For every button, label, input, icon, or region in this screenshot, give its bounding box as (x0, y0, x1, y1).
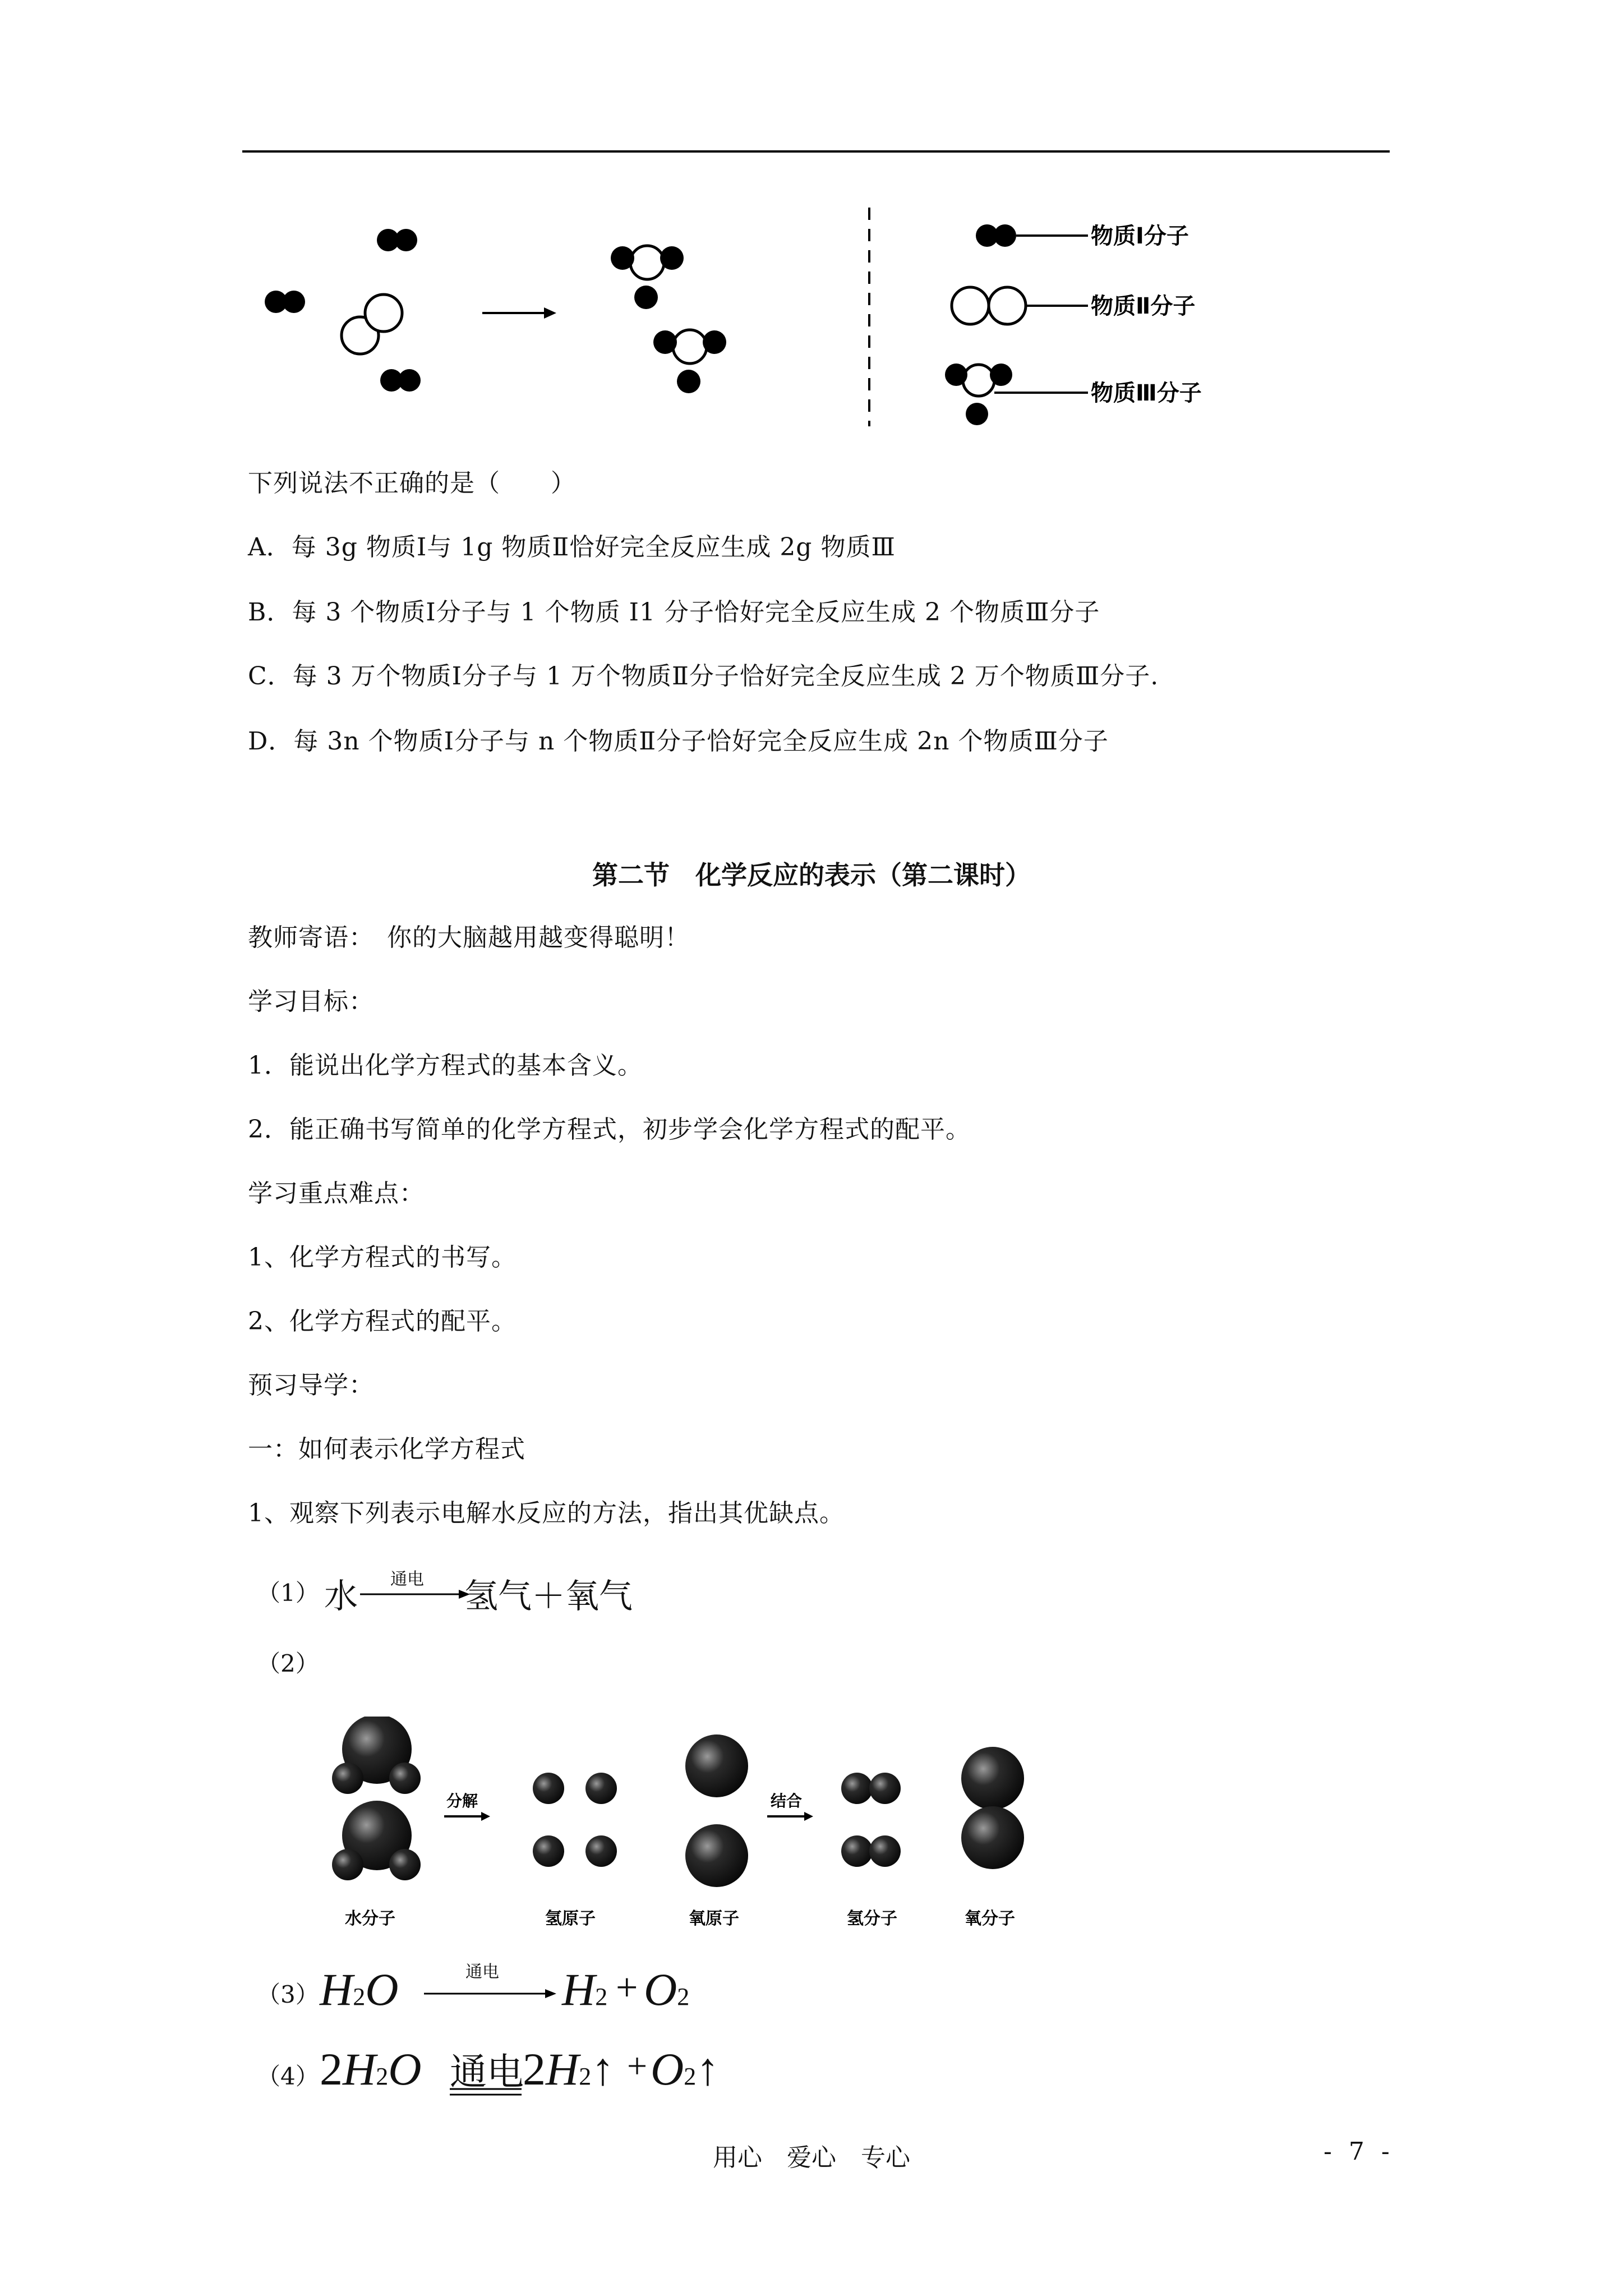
legend-label-2: 物质Ⅱ分子 (1091, 293, 1196, 319)
page-number: - 7 - (1324, 2137, 1394, 2166)
hydrogen-atoms (533, 1773, 617, 1867)
task-one: 1、观察下列表示电解水反应的方法，指出其优缺点。 (248, 1499, 845, 1527)
eq4-equals-lines (450, 2087, 528, 2098)
eq3-condition: 通电 (465, 1962, 499, 1982)
goal-1: 1．能说出化学方程式的基本含义。 (248, 1051, 643, 1080)
eq3-arrow (424, 1987, 559, 2000)
eq1-condition: 通电 (390, 1570, 424, 1589)
combine-label: 结合 (771, 1792, 803, 1810)
teacher-note: 教师寄语： 你的大脑越用越变得聪明！ (248, 923, 690, 952)
reaction-diagram (241, 202, 1273, 438)
reaction-arrow (482, 307, 556, 319)
caption-hydrogen-molecule: 氢分子 (847, 1909, 897, 1929)
header-rule (242, 150, 1390, 153)
hydrogen-molecules (841, 1773, 901, 1867)
section-title: 第二节 化学反应的表示（第二课时） (592, 860, 1031, 890)
eq1-arrow (360, 1588, 472, 1601)
oxygen-atoms (685, 1734, 748, 1887)
word-equation (324, 1565, 717, 1616)
legend (945, 224, 1088, 425)
eq2-label: （2） (257, 1650, 319, 1677)
option-d: D．每 3n 个物质Ⅰ分子与 n 个物质Ⅱ分子恰好完全反应生成 2n 个物质Ⅲ分子 (248, 727, 1109, 756)
eq1-label: （1） (257, 1579, 319, 1607)
formula-equation-unbalanced: H2O 通电 H2 + O2 (320, 1958, 824, 2019)
product-molecules (611, 246, 726, 393)
eq1-products: 氢气＋氧气 (464, 1577, 633, 1616)
reactant-molecules (265, 229, 421, 392)
eq4-label: （4） (257, 2063, 319, 2090)
part-one-heading: 一：如何表示化学方程式 (248, 1435, 525, 1464)
goal-2: 2．能正确书写简单的化学方程式，初步学会化学方程式的配平。 (248, 1115, 971, 1144)
legend-label-1: 物质Ⅰ分子 (1091, 223, 1189, 249)
eq1-reactant: 水 (324, 1577, 358, 1616)
oxygen-molecule (961, 1747, 1024, 1869)
key-point-2: 2、化学方程式的配平。 (248, 1307, 517, 1336)
caption-hydrogen-atom: 氢原子 (545, 1909, 596, 1929)
goals-heading: 学习目标： (248, 987, 374, 1016)
electrolysis-diagram (314, 1717, 1099, 1941)
preview-heading: 预习导学： (248, 1371, 374, 1400)
option-a: A．每 3g 物质Ⅰ与 1g 物质Ⅱ恰好完全反应生成 2g 物质Ⅲ (248, 533, 896, 562)
formula-equation-balanced: 2H2O 通电 2H2↑ + O2↑ (320, 2036, 824, 2104)
eq4-condition: 通电 (450, 2050, 524, 2093)
footer-motto: 用心 爱心 专心 (713, 2143, 910, 2172)
caption-oxygen-molecule: 氧分子 (965, 1909, 1015, 1929)
water-molecules (332, 1717, 421, 1880)
key-point-1: 1、化学方程式的书写。 (248, 1243, 517, 1272)
caption-oxygen-atom: 氧原子 (689, 1909, 739, 1929)
decompose-label: 分解 (446, 1792, 478, 1810)
option-b: B．每 3 个物质Ⅰ分子与 1 个物质 I1 分子恰好完全反应生成 2 个物质Ⅲ分子 (248, 598, 1100, 627)
key-heading: 学习重点难点： (248, 1179, 425, 1208)
option-c: C．每 3 万个物质Ⅰ分子与 1 万个物质Ⅱ分子恰好完全反应生成 2 万个物质Ⅲ分子. (248, 662, 1159, 691)
eq3-label: （3） (257, 1981, 319, 2008)
legend-label-3: 物质Ⅲ分子 (1091, 380, 1202, 406)
question-stem: 下列说法不正确的是（ ） (248, 469, 576, 498)
caption-water-molecule: 水分子 (345, 1909, 395, 1929)
